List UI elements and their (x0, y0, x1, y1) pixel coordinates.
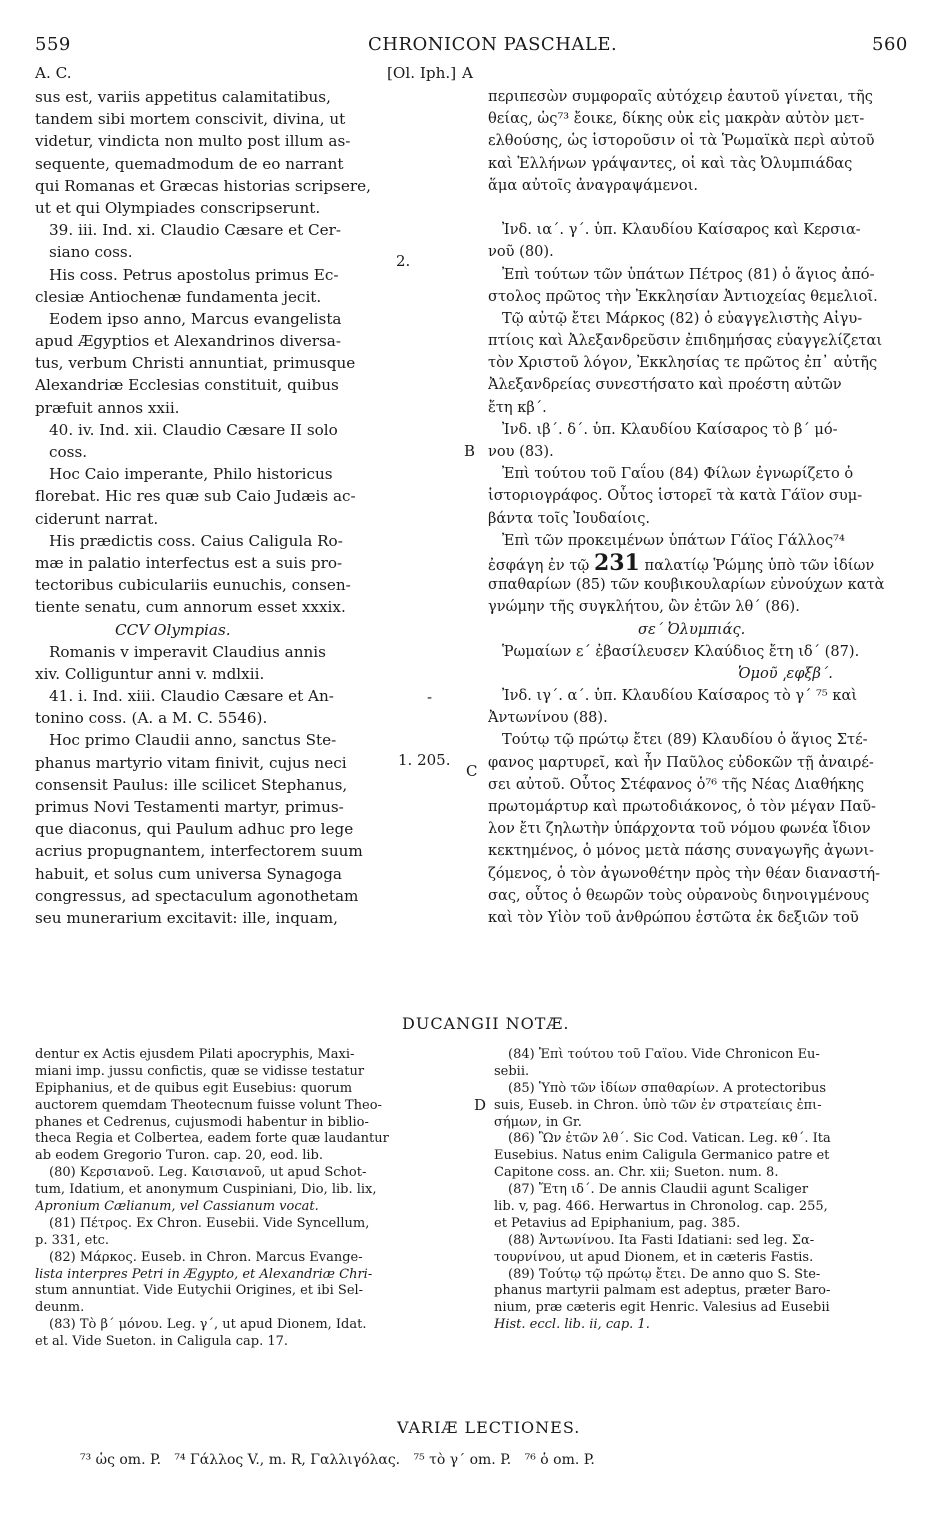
left-page-number: 559 (35, 34, 71, 55)
note-line: auctorem quemdam Theotecnum fuisse volunt Theo- (35, 1097, 382, 1113)
greek-line: πρωτομάρτυρ καὶ πρωτοδιάκονος, ὁ τὸν μέγαν Παῦ- (488, 798, 876, 815)
greek-line: τὸν Χριστοῦ λόγον, Ἐκκλησίας τε πρῶτος ἐπ᾿ αὐτῆς (488, 354, 878, 372)
greek-line: ἱστοριογράφος. Οὗτος ἱστορεῖ τὰ κατὰ Γάϊον συμ- (488, 487, 863, 505)
greek-line: Ἰνδ. ιγ΄. α΄. ὑπ. Κλαυδίου Καίσαρος τὸ γ΄ ⁷⁵ καὶ (502, 687, 858, 705)
note-line: (89) Τούτῳ τῷ πρώτῳ ἔτει. De anno quo S. Ste- (508, 1266, 821, 1282)
latin-line: xiv. Colliguntur anni v. mdlxii. (35, 664, 265, 683)
note-line: suis, Euseb. in Chron. ὑπὸ τῶν ἐν στρατείαις ἐπι- (494, 1097, 822, 1113)
note-line: dentur ex Actis ejusdem Pilati apocryphis, Maxi- (35, 1047, 355, 1062)
latin-line: 39. iii. Ind. xi. Claudio Cæsare et Cer- (49, 221, 342, 240)
note-line: stum annuntiat. Vide Eutychii Origines, et ibi Sel- (35, 1283, 364, 1299)
greek-line: σει αὐτοῦ. Οὗτος Στέφανος ὁ⁷⁶ τῆς Νέας Διαθήκης (488, 775, 865, 793)
greek-line: ἅμα αὐτοῖς ἀναγραψάμενοι. (488, 176, 699, 194)
note-line: Eusebius. Natus enim Caligula Germanico patre et (494, 1148, 830, 1164)
greek-line: περιπεσὼν συμφοραῖς αὐτόχειρ ἑαυτοῦ γίνεται, τῆς (488, 88, 873, 105)
latin-line: His coss. Petrus apostolus primus Ec- (49, 265, 339, 284)
greek-line: Ὁμοῦ ͵εφξβ΄. (738, 664, 833, 682)
greek-line: Ῥωμαίων ε΄ ἐβασίλευσεν Κλαύδιος ἔτη ιδ΄ (87). (502, 642, 860, 660)
greek-line: νοῦ (80). (488, 243, 554, 261)
latin-line: tus, verbum Christi annuntiat, primusque (35, 354, 356, 373)
section-letter-b: B (464, 442, 476, 460)
greek-line: σπαθαρίων (85) τῶν κουβικουλαρίων εὐνούχων κατὰ (488, 576, 885, 594)
note-line: (81) Πέτρος. Ex Chron. Eusebii. Vide Syncellum, (49, 1215, 370, 1231)
latin-line: acrius propugnantem, interfectorem suum (35, 842, 363, 861)
greek-line: Τούτῳ τῷ πρώτῳ ἔτει (89) Κλαυδίου ὁ ἅγιος Στέ- (502, 731, 868, 749)
section-letter-c: C (466, 762, 478, 780)
olympiad-heading-greek: σε΄ Ὀλυμπιάς. (638, 620, 746, 638)
running-title: CHRONICON PASCHALE. (368, 34, 618, 55)
latin-line: tandem sibi mortem conscivit, divina, ut (35, 110, 346, 129)
greek-line: Ἀλεξανδρείας συνεστήσατο καὶ προέστη αὐτῶν (488, 376, 842, 394)
latin-line: siano coss. (49, 243, 133, 262)
note-line: et Petavius ad Epiphanium, pag. 385. (494, 1215, 741, 1231)
latin-line: His prædictis coss. Caius Caligula Ro- (49, 531, 343, 550)
variae-title: VARIÆ LECTIONES. (397, 1418, 581, 1437)
variae-lectiones-text: ⁷³ ὡς om. P. ⁷⁴ Γάλλος V., m. R, Γαλλιγόλας. ⁷⁵ τὸ γ΄ om. P. ⁷⁶ ὁ om. P. (80, 1452, 595, 1468)
note-line: phanes et Cedrenus, cujusmodi habentur in biblio- (35, 1114, 369, 1130)
note-line: deunm. (35, 1300, 85, 1316)
latin-line: coss. (49, 443, 88, 461)
note-line: lib. v, pag. 466. Herwartus in Chronolog. cap. 255, (494, 1199, 828, 1215)
note-line: sebii. (494, 1063, 530, 1079)
right-page-number: 560 (872, 34, 908, 55)
section-letter-d: D (474, 1096, 487, 1114)
note-line: lista interpres Petri in Ægypto, et Alexandriæ Chri- (35, 1266, 373, 1282)
greek-line: φανος μαρτυρεῖ, καὶ ἦν Παῦλος εὐδοκῶν τῇ ἀναιρέ- (488, 753, 874, 771)
greek-line: πτίοις καὶ Ἀλεξανδρεῦσιν ἐπιδημήσας εὐαγγελίζεται (488, 332, 883, 350)
greek-line: λον ἔτι ζηλωτὴν ὑπάρχοντα τοῦ νόμου φωνέα ἴδιον (488, 820, 871, 838)
greek-line-with-page-number: ἐσφάγη ἐν τῷ 231 παλατίῳ Ῥώμης ὑπὸ τῶν ἰδίων (488, 551, 875, 575)
inline-page-number: 231 (593, 551, 640, 575)
greek-line: κεκτημένος, ὁ μόνος μετὰ πάσης συναγωγῆς ἀγωνι- (488, 842, 874, 860)
latin-line: habuit, et solus cum universa Synagoga (35, 864, 342, 883)
margin-olympiad-year: 2. (396, 252, 411, 270)
latin-line: tonino coss. (A. a M. C. 5546). (35, 709, 268, 728)
latin-line: Romanis v imperavit Claudius annis (49, 642, 326, 661)
latin-line: seu munerarium excitavit: ille, inquam, (35, 908, 338, 927)
note-line: (80) Κερσιανοῦ. Leg. Καισιανοῦ, ut apud Schot- (49, 1165, 367, 1181)
greek-line (488, 197, 906, 219)
note-line: τουρνίνου, ut apud Dionem, et in cæteris Fastis. (494, 1249, 814, 1265)
latin-line: tiente senatu, cum annorum esset xxxix. (35, 598, 346, 617)
greek-line: σας, οὗτος ὁ θεωρῶν τοὺς οὐρανοὺς διηνοιγμένους (488, 886, 870, 904)
note-line: (88) Ἀντωνίνου. Ita Fasti Idatiani: sed leg. Σα- (508, 1232, 815, 1248)
latin-line: florebat. Hic res quæ sub Caio Judæis ac- (35, 487, 356, 506)
greek-line: Ἐπὶ τούτου τοῦ Γαΐου (84) Φίλων ἐγνωρίζετο ὁ (502, 465, 854, 483)
latin-line: Alexandriæ Ecclesias constituit, quibus (35, 376, 339, 395)
greek-line: βάντα τοῖς Ἰουδαίοις. (488, 509, 651, 527)
section-letter-a: A (462, 64, 473, 82)
note-line: tum, Idatium, et anonymum Cuspiniani, Dio, lib. lix, (35, 1182, 377, 1198)
note-line: (85) Ὑπὸ τῶν ἰδίων σπαθαρίων. A protectoribus (508, 1080, 827, 1096)
note-line: miani imp. jussu confictis, quæ se vidisse testatur (35, 1063, 365, 1079)
latin-line: congressus, ad spectaculum agonothetam (35, 886, 359, 905)
greek-line: καὶ τὸν Υἱὸν τοῦ ἀνθρώπου ἑστῶτα ἐκ δεξιῶν τοῦ (488, 908, 859, 926)
note-line: (82) Μάρκος. Euseb. in Chron. Marcus Evange- (49, 1249, 363, 1265)
greek-line: Ἰνδ. ιβ΄. δ΄. ὑπ. Κλαυδίου Καίσαρος τὸ β΄ μό- (502, 420, 838, 438)
greek-line: Ἰνδ. ια΄. γ΄. ὑπ. Κλαυδίου Καίσαρος καὶ Κερσια- (502, 221, 861, 239)
greek-line: καὶ Ἑλλήνων γράψαντες, οἱ καὶ τὰς Ὀλυμπιάδας (488, 154, 853, 172)
latin-line: tectoribus cubiculariis eunuchis, consen- (35, 576, 351, 595)
note-line: et al. Vide Sueton. in Caligula cap. 17. (35, 1334, 289, 1350)
notes-right-column (494, 1047, 914, 1334)
latin-line: sequente, quemadmodum de eo narrant (35, 154, 344, 173)
latin-line: 40. iv. Ind. xii. Claudio Cæsare II solo (49, 420, 338, 439)
notes-title: DUCANGII NOTÆ. (402, 1014, 570, 1033)
margin-olympiad-year-205: 1. 205. (398, 751, 451, 769)
latin-line: apud Ægyptios et Alexandrinos diversa- (35, 332, 341, 351)
note-line: (84) Ἐπὶ τούτου τοῦ Γαΐου. Vide Chronicon Eu- (508, 1047, 820, 1062)
greek-line: θείας, ὡς⁷³ ἔοικε, δίκης οὐκ εἰς μακρὰν αὐτὸν μετ- (488, 110, 865, 128)
latin-line: videtur, vindicta non multo post illum as- (35, 132, 351, 151)
greek-line: Τῷ αὐτῷ ἔτει Μάρκος (82) ὁ εὐαγγελιστὴς Αἰγυ- (502, 309, 863, 327)
greek-line: ἔτη κβ΄. (488, 398, 547, 416)
latin-line: Hoc Caio imperante, Philo historicus (49, 465, 333, 484)
greek-line: ελθούσης, ὡς ἱστοροῦσιν οἱ τὰ Ῥωμαϊκὰ περὶ αὐτοῦ (488, 132, 875, 150)
note-line: σήμων, in Gr. (494, 1114, 582, 1130)
note-line: p. 331, etc. (35, 1232, 109, 1248)
latin-line: 41. i. Ind. xiii. Claudio Cæsare et An- (49, 687, 334, 706)
latin-line: Hoc primo Claudii anno, sanctus Ste- (49, 731, 337, 750)
latin-line: Eodem ipso anno, Marcus evangelista (49, 309, 342, 328)
latin-line: que diaconus, qui Paulum adhuc pro lege (35, 820, 354, 839)
latin-line: primus Novi Testamenti martyr, primus- (35, 798, 344, 816)
note-line: (83) Τὸ β΄ μόνου. Leg. γ΄, ut apud Dionem, Idat. (49, 1317, 367, 1333)
note-line: Hist. eccl. lib. ii, cap. 1. (494, 1317, 650, 1333)
greek-line: Ἐπὶ τῶν προκειμένων ὑπάτων Γάϊος Γάλλος⁷⁴ (502, 531, 845, 549)
greek-line: νου (83). (488, 443, 554, 460)
olympiad-column-label: [Ol. Iph.] (387, 64, 457, 82)
latin-line: clesiæ Antiochenæ fundamenta jecit. (35, 287, 322, 306)
year-column-label: A. C. (35, 64, 72, 82)
note-line: Capitone coss. an. Chr. xii; Sueton. num. 8. (494, 1165, 779, 1181)
latin-line: qui Romanas et Græcas historias scripsere, (35, 176, 371, 195)
note-line: phanus martyrii palmam est adeptus, præter Baro- (494, 1283, 831, 1299)
latin-line: præfuit annos xxii. (35, 398, 180, 417)
note-line: ab eodem Gregorio Turon. cap. 20, eod. lib. (35, 1148, 323, 1164)
note-line: Epiphanius, et de quibus egit Eusebius: quorum (35, 1080, 353, 1096)
greek-line: Ἀντωνίνου (88). (488, 709, 608, 727)
greek-line: Ἐπὶ τούτων τῶν ὑπάτων Πέτρος (81) ὁ ἅγιος ἀπό- (502, 265, 875, 283)
note-line: Apronium Cælianum, vel Cassianum vocat. (35, 1199, 319, 1215)
note-line: (87) Ἔτη ιδ΄. De annis Claudii agunt Scaliger (508, 1182, 809, 1198)
latin-line: sus est, variis appetitus calamitatibus, (35, 88, 331, 106)
latin-line: ut et qui Olympiades conscripserunt. (35, 198, 321, 217)
latin-column (35, 86, 380, 929)
latin-line: phanus martyrio vitam finivit, cujus neci (35, 753, 347, 772)
olympiad-heading-latin: CCV Olympias. (115, 620, 231, 639)
note-line: (86) Ὢν ἐτῶν λθ΄. Sic Cod. Vatican. Leg. κθ΄. Ita (508, 1131, 831, 1147)
note-line: nium, præ cæteris egit Henric. Valesius ad Eusebii (494, 1300, 830, 1316)
latin-line: consensit Paulus: ille scilicet Stephanus, (35, 775, 348, 794)
latin-line: mæ in palatio interfectus est a suis pro- (35, 553, 343, 572)
latin-line: ciderunt narrat. (35, 509, 159, 528)
margin-dash: - (427, 688, 433, 706)
greek-line: ζόμενος, ὁ τὸν ἀγωνοθέτην πρὸς τὴν θέαν διαναστή- (488, 864, 881, 882)
notes-left-column (35, 1047, 465, 1351)
greek-column (488, 86, 906, 929)
greek-line: γνώμην τῆς συγκλήτου, ὢν ἐτῶν λθ΄ (86). (488, 598, 800, 616)
greek-line: στολος πρῶτος τὴν Ἐκκλησίαν Ἀντιοχείας θεμελιοῖ. (488, 287, 878, 305)
note-line: theca Regia et Colbertea, eadem forte quæ laudantur (35, 1131, 389, 1147)
